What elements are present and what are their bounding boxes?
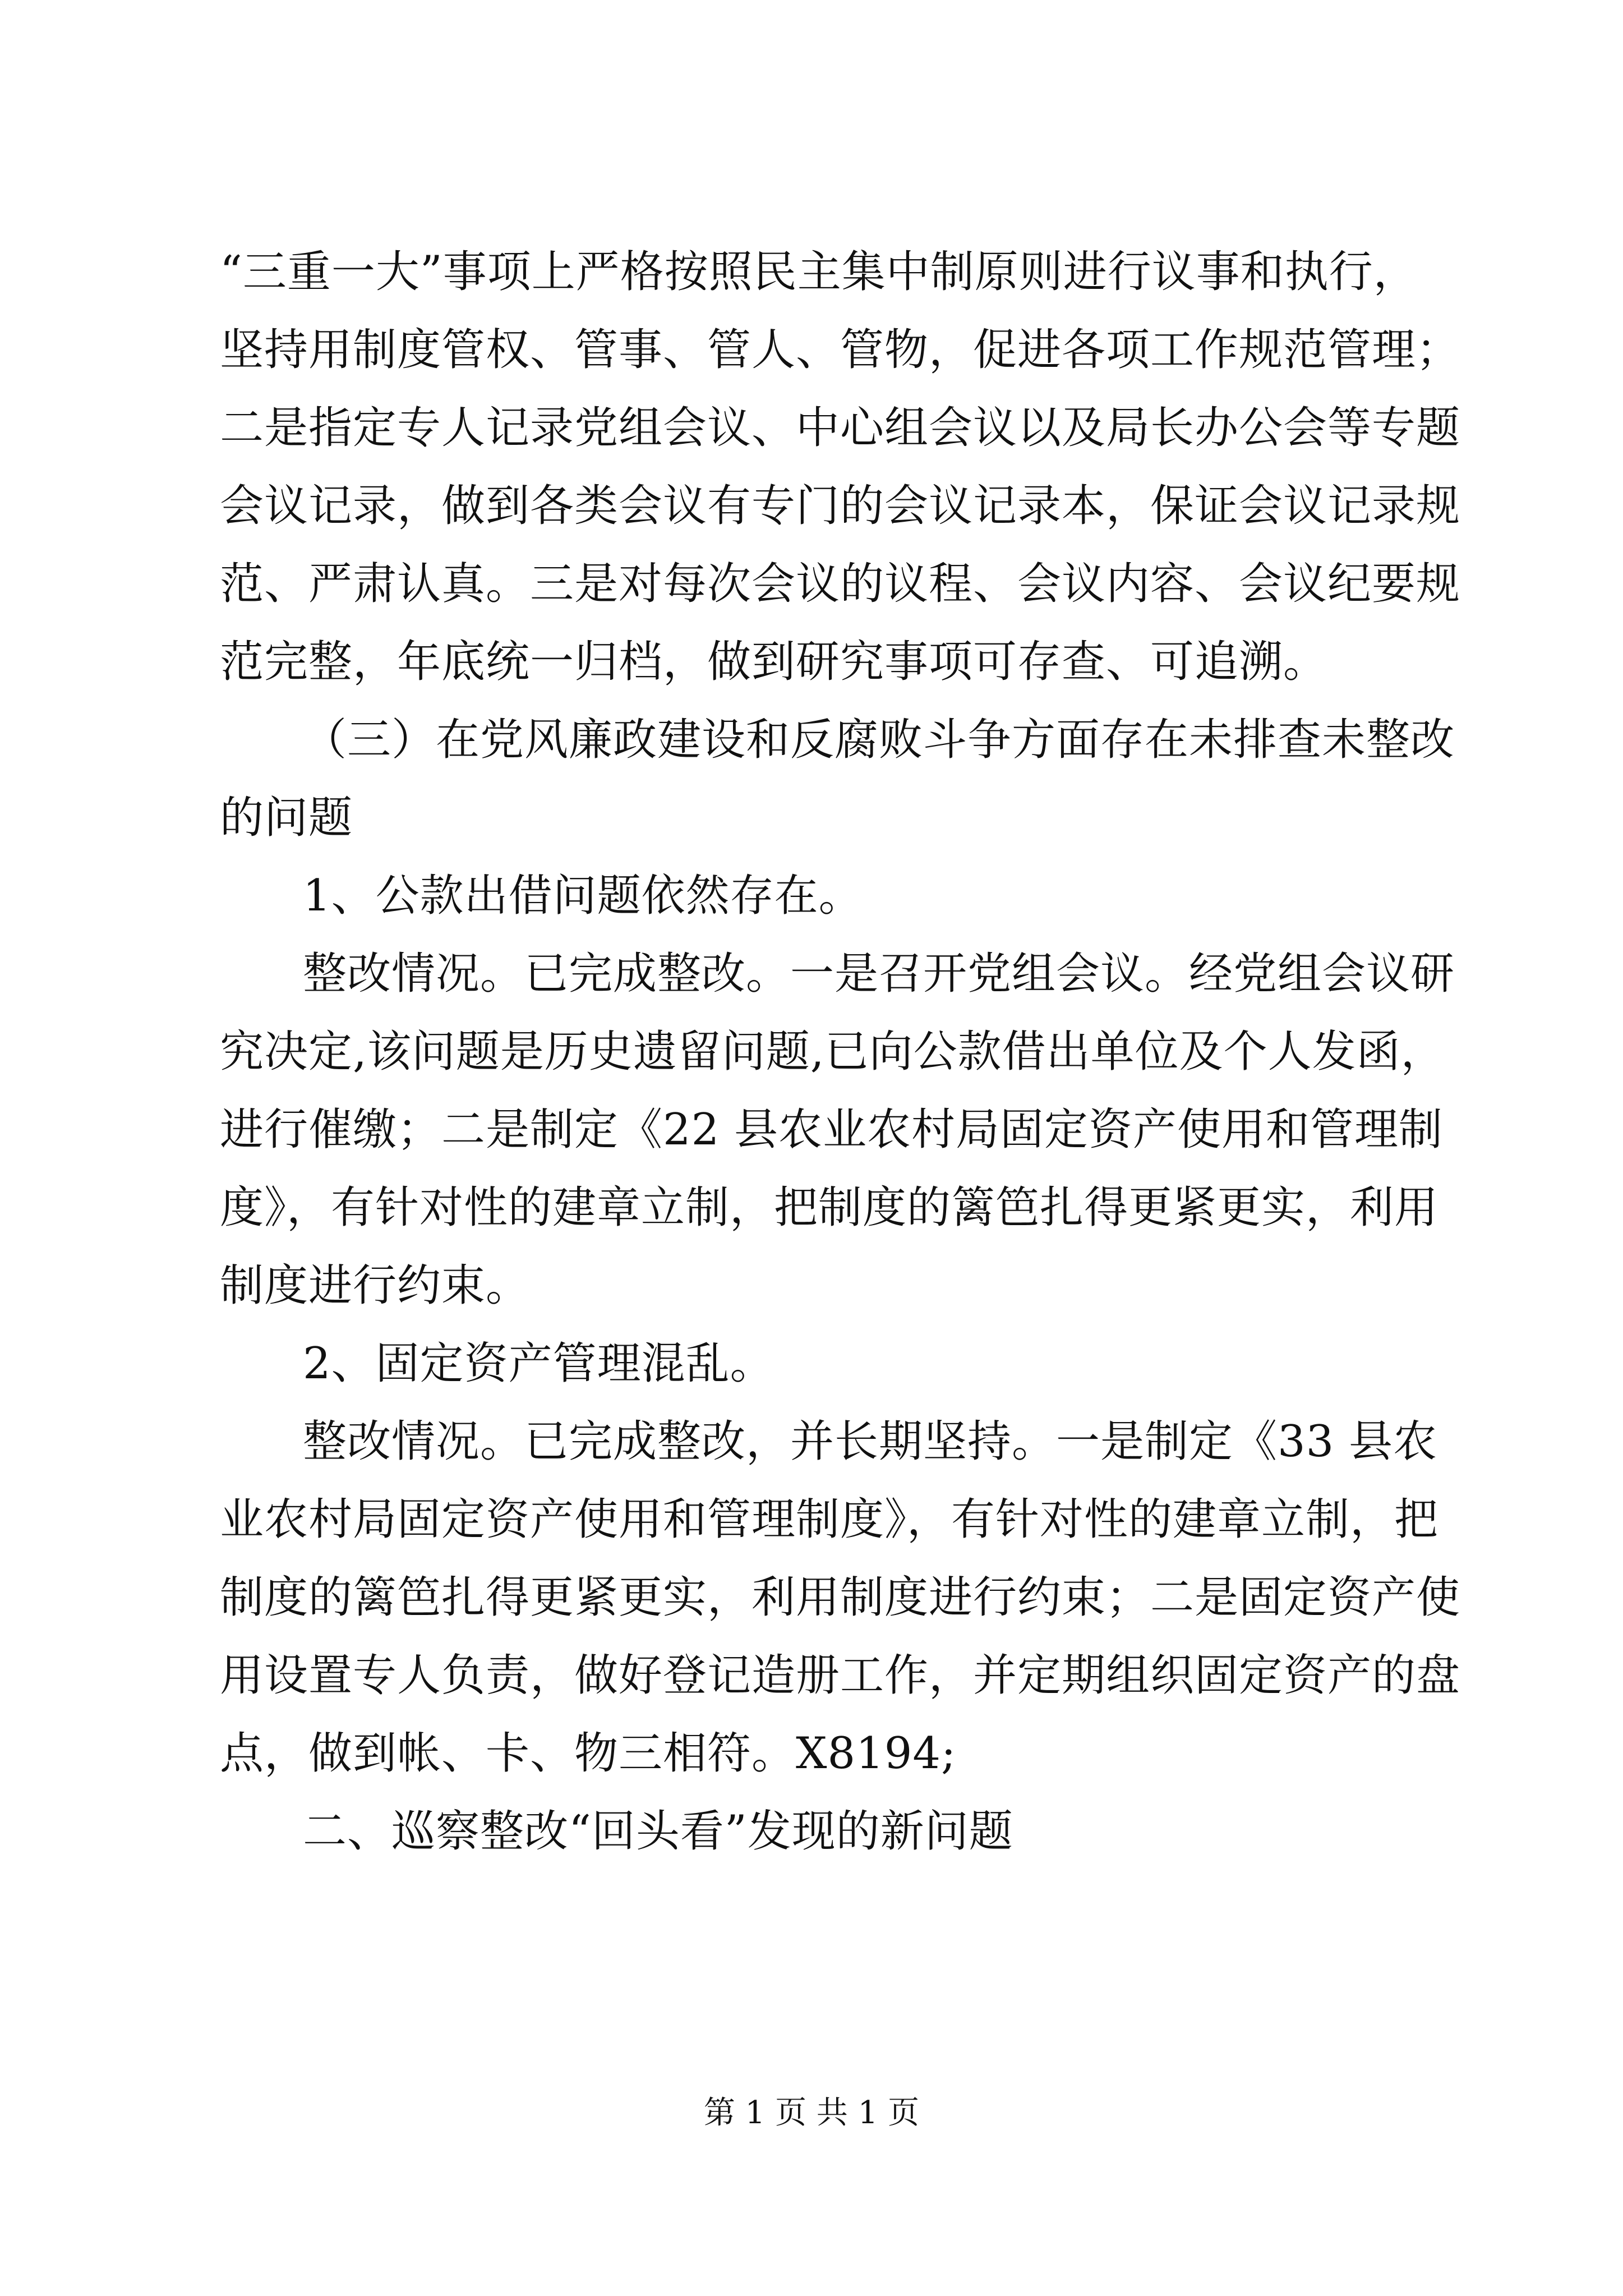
body-text-line: 制度的篱笆扎得更紧更实，利用制度进行约束；二是固定资产使 <box>220 1572 1461 1623</box>
body-text-line: 整改情况。已完成整改，并长期坚持。一是制定《33 县农 <box>303 1416 1438 1467</box>
document-body <box>220 233 1461 1871</box>
body-text-line: 度》，有针对性的建章立制，把制度的篱笆扎得更紧更实，利用 <box>220 1182 1439 1233</box>
section-heading-line: （三）在党风廉政建设和反腐败斗争方面存在未排查未整改 <box>303 715 1455 765</box>
section-heading-line: 二、巡察整改“回头看”发现的新问题 <box>303 1806 1013 1857</box>
body-text-line: 业农村局固定资产使用和管理制度》，有针对性的建章立制，把 <box>220 1494 1439 1545</box>
body-text-line: “三重一大”事项上严格按照民主集中制原则进行议事和执行， <box>220 247 1418 297</box>
body-text-line: 会议记录，做到各类会议有专门的会议记录本，保证会议记录规 <box>220 481 1461 531</box>
body-text-line: 范、严肃认真。三是对每次会议的议程、会议内容、会议纪要规 <box>220 559 1461 609</box>
body-text-line: 二是指定专人记录党组会议、中心组会议以及局长办公会等专题 <box>220 403 1461 453</box>
page-number-footer: 第 1 页 共 1 页 <box>703 2095 920 2131</box>
body-text-line: 范完整，年底统一归档，做到研究事项可存查、可追溯。 <box>220 637 1328 687</box>
body-text-line: 制度进行约束。 <box>220 1260 531 1311</box>
section-heading-line: 的问题 <box>220 793 353 843</box>
body-text-line: 究决定,该问题是历史遗留问题,已向公款借出单位及个人发函， <box>220 1027 1445 1077</box>
body-text-line: 坚持用制度管权、管事、管人、管物，促进各项工作规范管理； <box>220 325 1461 375</box>
item-heading-line: 2、固定资产管理混乱。 <box>303 1338 774 1389</box>
body-text-line: 整改情况。已完成整改。一是召开党组会议。经党组会议研 <box>303 949 1455 999</box>
body-text-line: 用设置专人负责，做好登记造册工作，并定期组织固定资产的盘 <box>220 1650 1461 1701</box>
body-text-line: 点，做到帐、卡、物三相符。X8194; <box>220 1728 957 1779</box>
body-text-line: 进行催缴；二是制定《22 县农业农村局固定资产使用和管理制 <box>220 1105 1444 1155</box>
item-heading-line: 1、公款出借问题依然存在。 <box>303 871 863 921</box>
